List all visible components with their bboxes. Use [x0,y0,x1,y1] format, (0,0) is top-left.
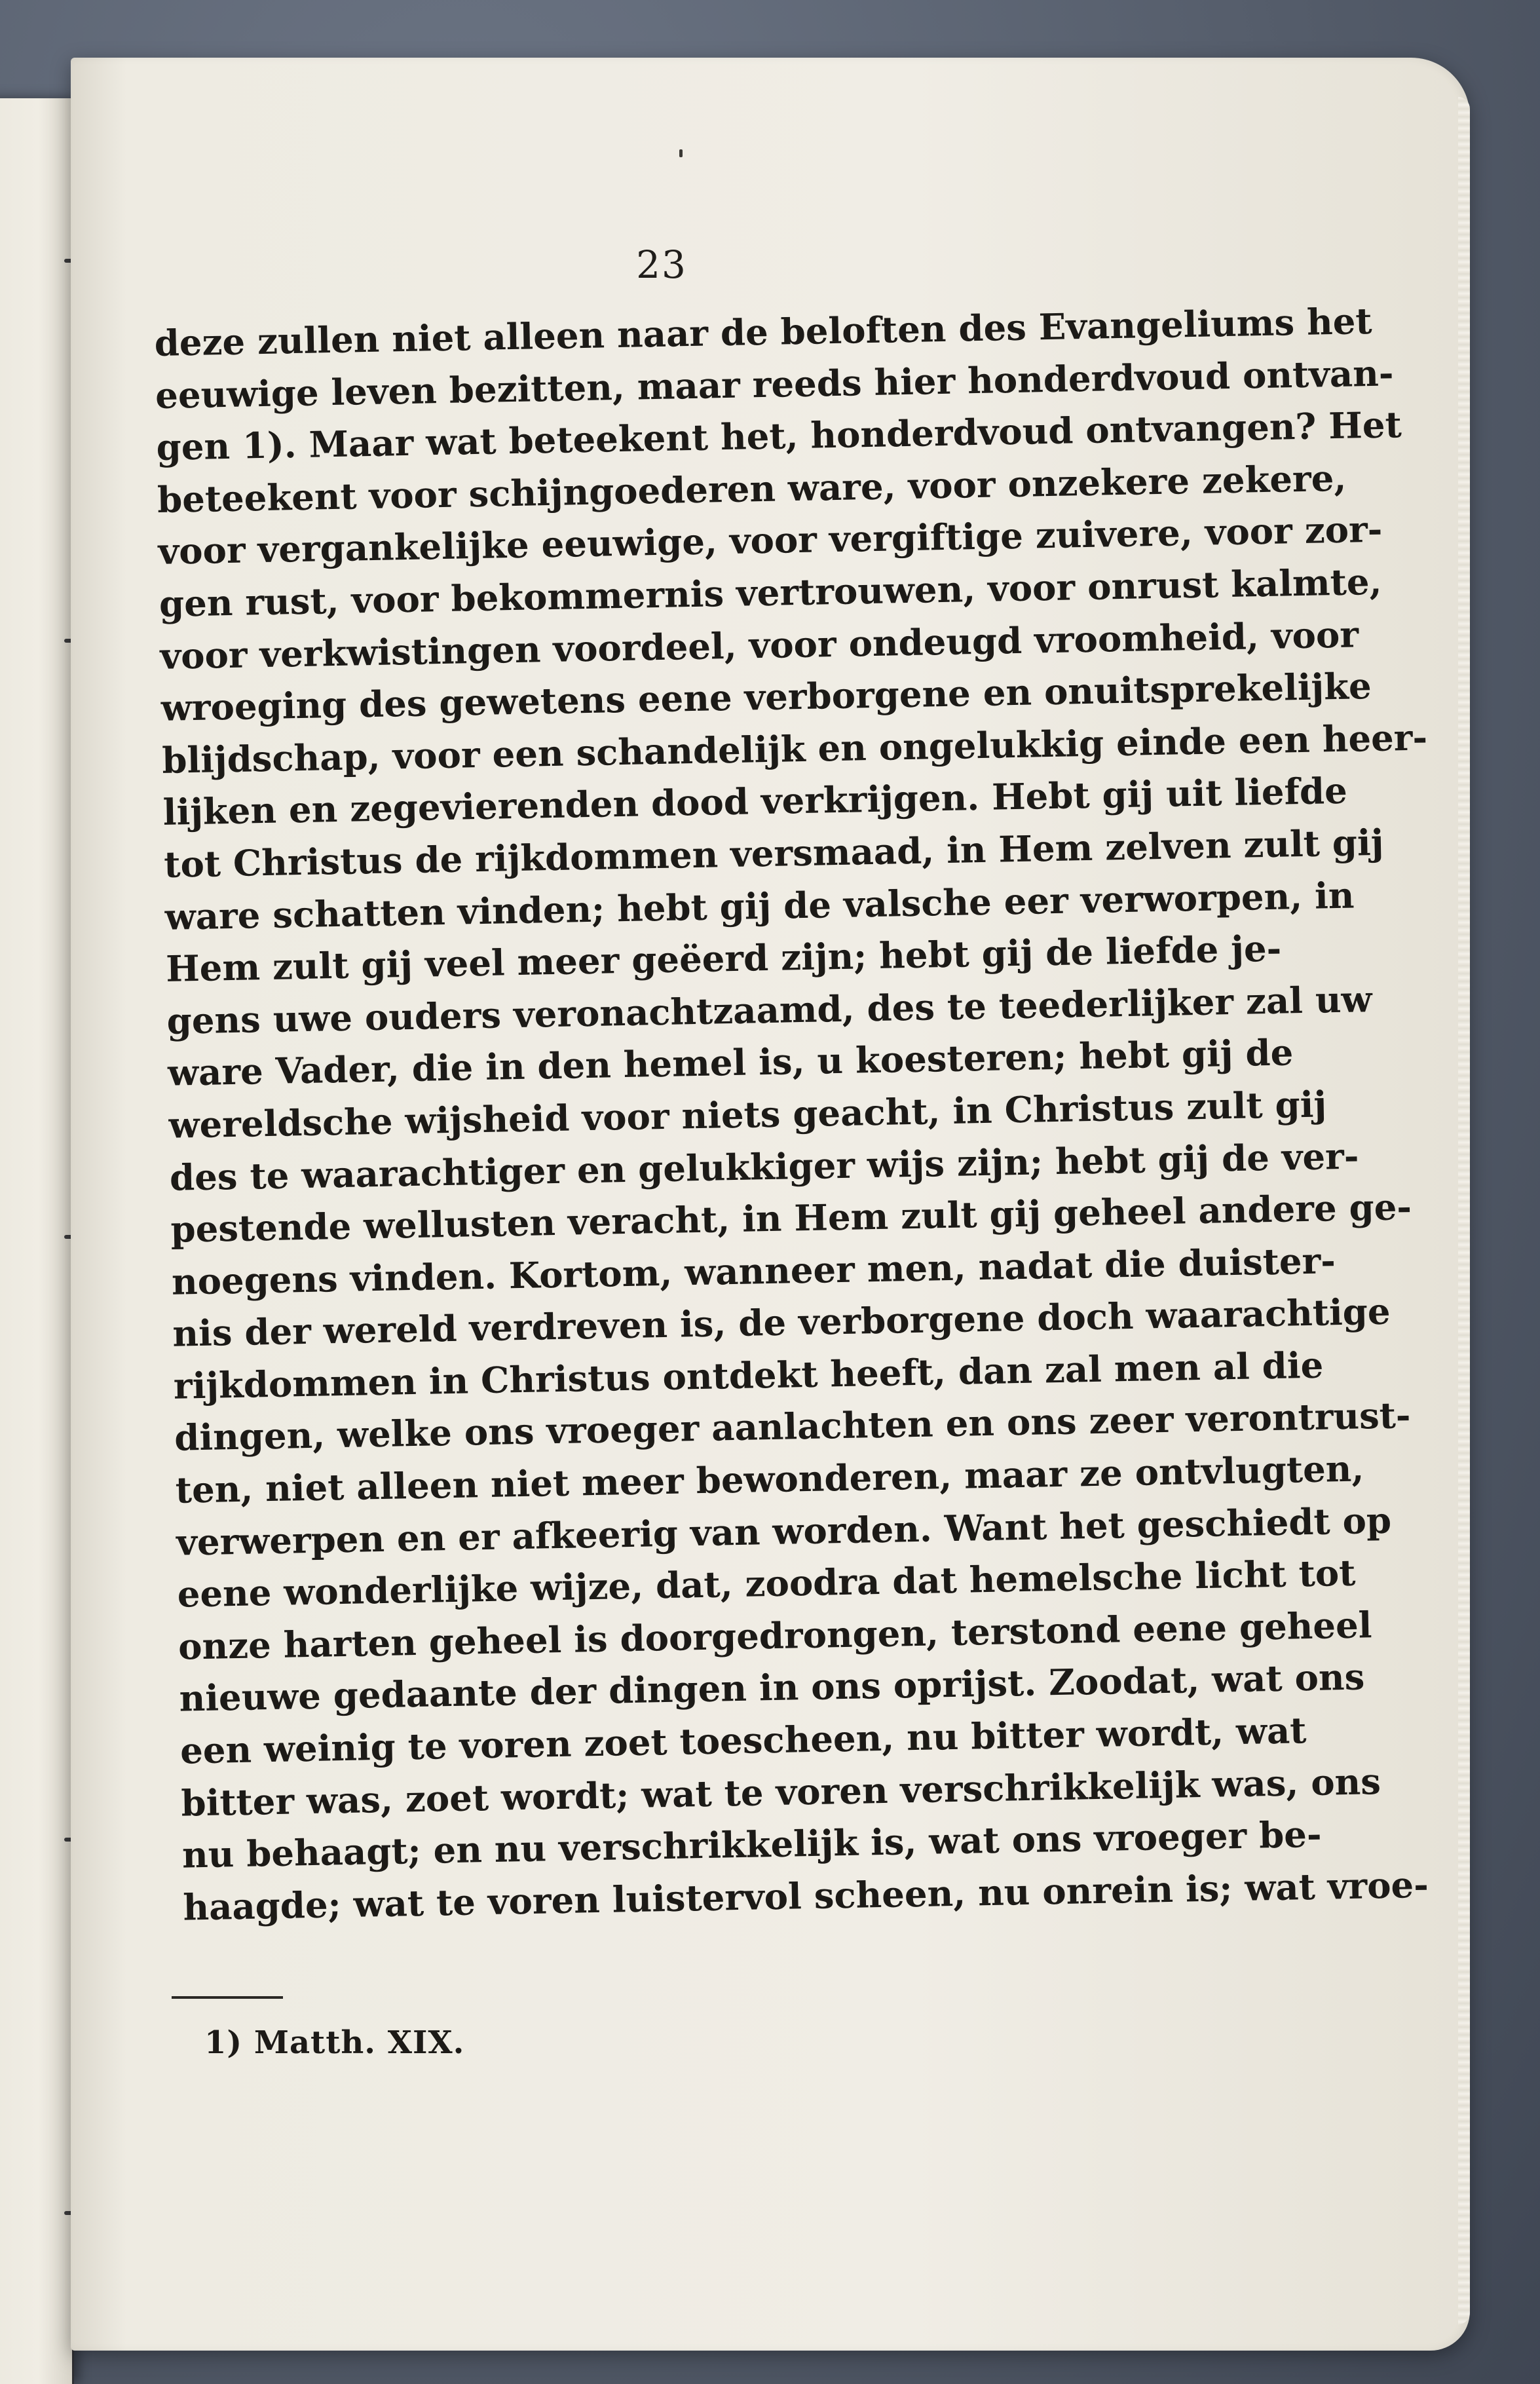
facing-page-edge [0,98,74,2384]
page-edge [1458,97,1470,2324]
text-line: gen rust, voor bekommernis vertrouwen, voor onrust kalmte, [159,560,1383,625]
text-line: voor vergankelijke eeuwige, voor vergiftige zuivere, voor zor- [157,508,1383,573]
text-line: wereldsche wijsheid voor niets geacht, in Christus zult gij [168,1083,1327,1146]
page-number: 23 [636,242,687,287]
text-line: rijkdommen in Christus ontdekt heeft, dan zal men al die [173,1344,1324,1407]
text-line: des te waarachtiger en gelukkiger wijs zijn; hebt gij de ver- [169,1135,1359,1199]
text-line: gens uwe ouders veronachtzaamd, des te teederlijker zal uw [166,977,1372,1042]
text-line: wroeging des gewetens eene verborgene en onuitsprekelijke [160,665,1372,730]
text-line: ware Vader, die in den hemel is, u koesteren; hebt gij de [167,1031,1294,1095]
text-line: onze harten geheel is doorgedrongen, terstond eene geheel [178,1604,1372,1668]
text-line: voor verkwistingen voordeel, voor ondeugd vroomheid, voor [159,613,1359,677]
text-line: een weinig te voren zoet toescheen, nu bitter wordt, wat [179,1709,1307,1772]
text-line: haagde; wat te voren luistervol scheen, nu onrein is; wat vroe- [182,1863,1429,1929]
text-line: ten, niet alleen niet meer bewonderen, maar ze ontvlugten, [175,1447,1364,1511]
footnote: 1) Matth. XIX. [204,2024,465,2061]
text-line: noegens vinden. Kortom, wanneer men, nadat die duister- [171,1239,1336,1303]
text-line: blijdschap, voor een schandelijk en ongelukkig einde een heer- [161,716,1428,782]
text-line: lijken en zegevierenden dood verkrijgen. Hebt gij uit liefde [162,770,1348,834]
text-line: tot Christus de rijkdommen versmaad, in Hem zelven zult gij [163,821,1384,886]
text-line: bitter was, zoet wordt; wat te voren verschrikkelijk was, ons [180,1760,1381,1825]
text-line: eene wonderlijke wijze, dat, zoodra dat hemelsche licht tot [177,1551,1356,1616]
text-line: verwerpen en er afkeerig van worden. Want het geschiedt op [176,1499,1392,1564]
text-line: Hem zult gij veel meer geëerd zijn; hebt gij de liefde je- [165,927,1282,990]
text-line: gen 1). Maar wat beteekent het, honderdvoud ontvangen? Het [156,404,1402,469]
footnote-rule [172,1996,283,1999]
ink-speck [679,149,683,157]
text-line: ware schatten vinden; hebt gij de valsche eer verworpen, in [164,874,1355,938]
text-line: deze zullen niet alleen naar de beloften des Evangeliums het [154,299,1373,364]
body-text [154,298,1429,1934]
text-line: beteekent voor schijngoederen ware, voor onzekere zekere, [157,457,1347,521]
text-line: dingen, welke ons vroeger aanlachten en ons zeer verontrust- [174,1394,1412,1460]
text-line: eeuwige leven bezitten, maar reeds hier honderdvoud ontvan- [155,351,1394,417]
text-line: pestende wellusten veracht, in Hem zult gij geheel andere ge- [170,1186,1412,1251]
text-line: nis der wereld verdreven is, de verborgene doch waarachtige [172,1290,1391,1355]
text-line: nieuwe gedaante der dingen in ons oprijst. Zoodat, wat ons [179,1656,1365,1720]
text-line: nu behaagt; en nu verschrikkelijk is, wat ons vroeger be- [181,1813,1323,1876]
